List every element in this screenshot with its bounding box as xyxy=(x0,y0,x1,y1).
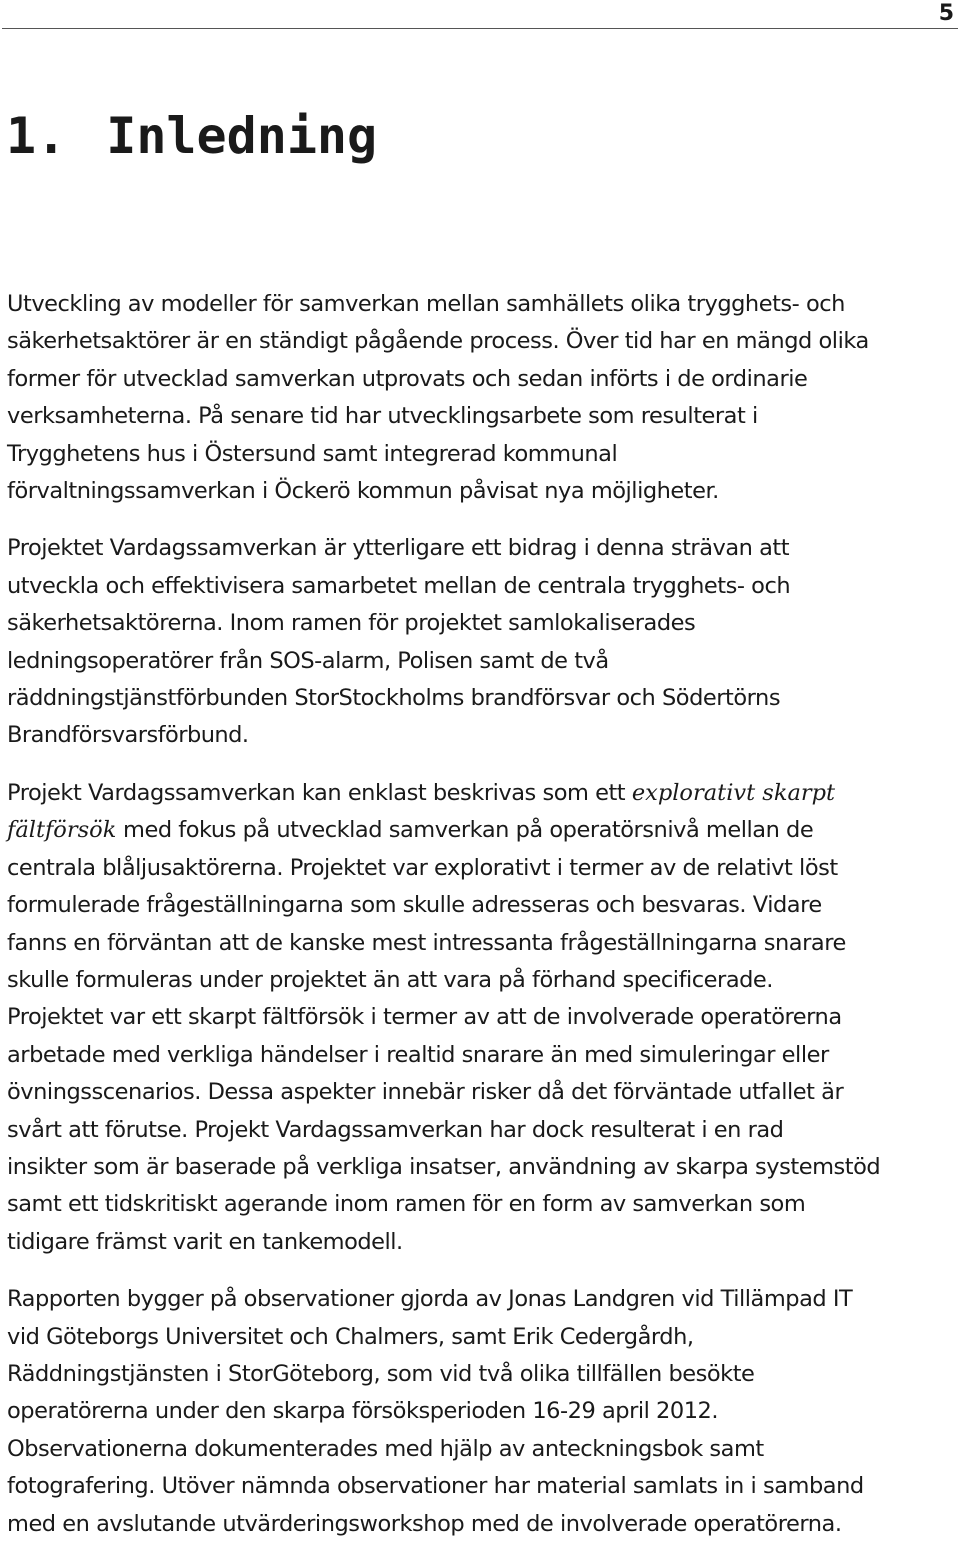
text-line: centrala blåljusaktörerna. Projektet var explorativt i termer av de relativt löst xyxy=(7,854,838,881)
text-line: operatörerna under den skarpa försöksperioden 16-29 april 2012. xyxy=(7,1398,719,1425)
text-line: arbetade med verkliga händelser i realtid snarare än med simuleringar eller xyxy=(7,1041,829,1068)
chapter-number: 1. xyxy=(6,107,67,165)
text-line: samt ett tidskritiskt agerande inom ramen för en form av samverkan som xyxy=(7,1191,806,1218)
text-line: Observationerna dokumenterades med hjälp av anteckningsbok samt xyxy=(7,1435,764,1462)
text-line: former för utvecklad samverkan utprovats och sedan införts i de ordinarie xyxy=(7,365,808,392)
text-line: säkerhetsaktörer är en ständigt pågående process. Över tid har en mängd olika xyxy=(7,328,869,355)
text-line: fotografering. Utöver nämnda observationer har material samlats in i samband xyxy=(7,1473,864,1500)
text-line: Projektet var ett skarpt fältförsök i termer av att de involverade operatörerna xyxy=(7,1004,842,1031)
text-line: vid Göteborgs Universitet och Chalmers, samt Erik Cedergårdh, xyxy=(7,1323,694,1350)
page-number: 5 xyxy=(938,1,954,26)
text-line: Räddningstjänsten i StorGöteborg, som vid två olika tillfällen besökte xyxy=(7,1360,755,1387)
text-line xyxy=(7,812,955,849)
body-text xyxy=(7,286,955,1563)
paragraph-4 xyxy=(7,1281,955,1543)
text-line: ledningsoperatörer från SOS-alarm, Polisen samt de två xyxy=(7,647,609,674)
text-line: Brandförsvarsförbund. xyxy=(7,722,249,749)
emphasis-text: explorativt skarpt xyxy=(631,779,836,806)
paragraph-1 xyxy=(7,286,955,510)
text-line xyxy=(7,775,955,812)
emphasis-text: fältförsök xyxy=(7,817,117,844)
text-line: Rapporten bygger på observationer gjorda av Jonas Landgren vid Tillämpad IT xyxy=(7,1286,853,1313)
chapter-title: Inledning xyxy=(106,107,378,165)
page-header xyxy=(0,0,960,30)
text-line: fanns en förväntan att de kanske mest intressanta frågeställningarna snarare xyxy=(7,929,846,956)
text-line: Utveckling av modeller för samverkan mellan samhällets olika trygghets- och xyxy=(7,291,845,317)
header-rule xyxy=(2,28,958,29)
text-line: insikter som är baserade på verkliga insatser, användning av skarpa systemstöd xyxy=(7,1153,881,1180)
text-line: Trygghetens hus i Östersund samt integrerad kommunal xyxy=(7,440,618,467)
paragraph-2 xyxy=(7,530,955,754)
text-line: tidigare främst varit en tankemodell. xyxy=(7,1228,403,1255)
text-line: övningsscenarios. Dessa aspekter innebär risker då det förväntade utfallet är xyxy=(7,1079,844,1106)
text-line: räddningstjänstförbunden StorStockholms brandförsvar och Södertörns xyxy=(7,685,781,712)
text-line: med en avslutande utvärderingsworkshop med de involverade operatörerna. xyxy=(7,1510,842,1537)
text-run: med fokus på utvecklad samverkan på operatörsnivå mellan de xyxy=(116,817,814,844)
text-line: utveckla och effektivisera samarbetet mellan de centrala trygghets- och xyxy=(7,572,791,599)
text-run: Projekt Vardagssamverkan kan enklast beskrivas som ett xyxy=(7,779,632,806)
text-line: säkerhetsaktörerna. Inom ramen för projektet samlokaliserades xyxy=(7,610,696,637)
text-line: formulerade frågeställningarna som skulle adresseras och besvaras. Vidare xyxy=(7,892,822,919)
text-line: förvaltningssamverkan i Öckerö kommun påvisat nya möjligheter. xyxy=(7,478,719,505)
text-line: skulle formuleras under projektet än att vara på förhand specificerade. xyxy=(7,966,773,993)
text-line: verksamheterna. På senare tid har utvecklingsarbete som resulterat i xyxy=(7,403,758,430)
text-line: Projektet Vardagssamverkan är ytterligare ett bidrag i denna strävan att xyxy=(7,535,790,562)
paragraph-3 xyxy=(7,775,955,1261)
chapter-heading xyxy=(6,104,377,168)
text-line: svårt att förutse. Projekt Vardagssamverkan har dock resulterat i en rad xyxy=(7,1116,784,1143)
